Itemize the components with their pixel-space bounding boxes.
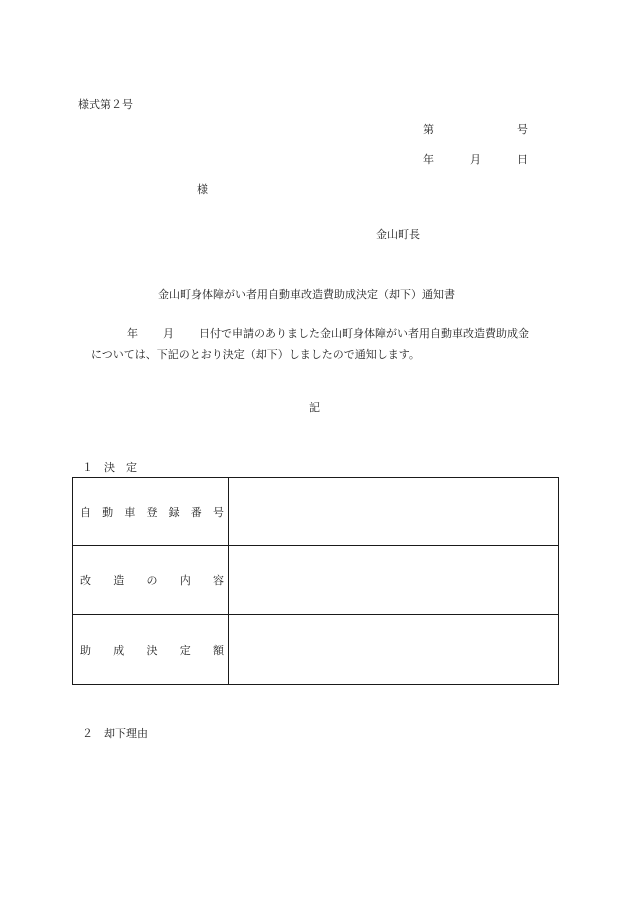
row-label-registration	[73, 478, 229, 546]
ki-notation: 記	[309, 401, 320, 414]
label-char: 額	[213, 643, 224, 657]
table-row	[73, 615, 559, 685]
registration-value-cell[interactable]	[229, 478, 559, 546]
label-char: 車	[124, 505, 136, 519]
label-char: 定	[179, 643, 191, 657]
label-char: 番	[190, 505, 202, 519]
body-year: 年	[127, 327, 138, 340]
label-char: 助	[80, 643, 91, 657]
section1-heading: １ 決 定	[82, 461, 137, 474]
label-char: 容	[213, 574, 224, 587]
form-number: 様式第２号	[78, 98, 133, 111]
label-char: 内	[179, 574, 191, 587]
row-label-modification	[73, 546, 229, 615]
section2-heading: ２ 却下理由	[82, 727, 148, 740]
body-month: 月	[163, 327, 174, 340]
label-char: の	[146, 574, 158, 587]
decision-table	[72, 477, 559, 685]
label-char: 動	[102, 505, 114, 519]
number-go: 号	[517, 123, 528, 136]
issuer: 金山町長	[376, 228, 420, 241]
label-char: 録	[168, 505, 180, 519]
number-dai: 第	[423, 123, 434, 136]
label-char: 成	[113, 643, 125, 657]
addressee-suffix: 様	[197, 183, 208, 196]
label-char: 号	[212, 505, 224, 519]
table-row	[73, 546, 559, 615]
body-line1: 日付で申請のありました金山町身体障がい者用自動車改造費助成金	[199, 327, 529, 340]
label-char: 造	[113, 574, 125, 587]
label-char: 自	[80, 505, 91, 519]
date-month: 月	[470, 153, 481, 166]
date-day: 日	[517, 153, 528, 166]
row-label-amount	[73, 615, 229, 685]
amount-value-cell[interactable]	[229, 615, 559, 685]
label-char: 改	[80, 574, 91, 587]
document-title: 金山町身体障がい者用自動車改造費助成決定（却下）通知書	[158, 288, 455, 301]
table-row	[73, 478, 559, 546]
modification-value-cell[interactable]	[229, 546, 559, 615]
body-line2: については、下記のとおり決定（却下）しましたので通知します。	[91, 348, 420, 361]
label-char: 決	[146, 643, 158, 657]
date-year: 年	[423, 153, 434, 166]
label-char: 登	[146, 505, 158, 519]
